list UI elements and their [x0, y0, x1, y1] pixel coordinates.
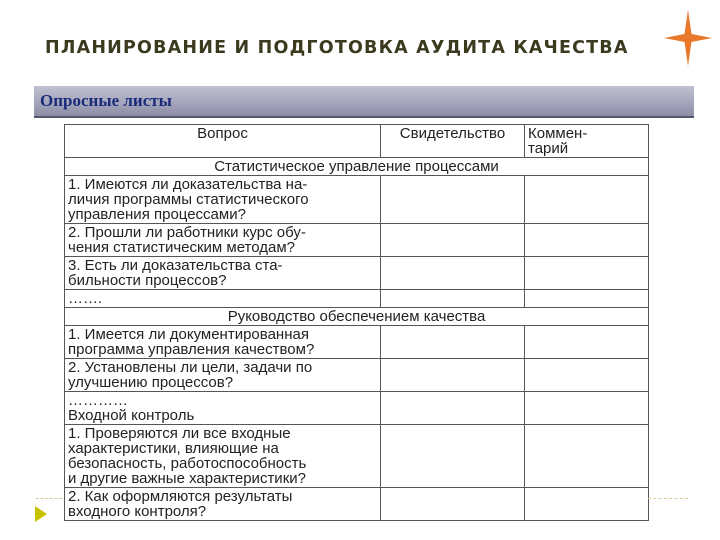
question-cell: 1. Проверяются ли все входные характеристики, влияющие на безопасность, работоспособность и другие важные характеристики?	[65, 425, 381, 488]
question-cell: 2. Как оформляются результаты входного контроля?	[65, 488, 381, 521]
comment-cell[interactable]	[525, 176, 649, 224]
table-row	[65, 392, 649, 425]
evidence-cell[interactable]	[381, 224, 525, 257]
subtitle: Опросные листы	[40, 91, 172, 110]
evidence-cell[interactable]	[381, 326, 525, 359]
survey-table	[64, 124, 649, 521]
question-cell: 1. Имеются ли доказательства на- личия программы статистического управления процессами?	[65, 176, 381, 224]
comment-cell[interactable]	[525, 359, 649, 392]
comment-cell[interactable]	[525, 290, 649, 308]
triangle-bullet-icon	[35, 506, 47, 522]
evidence-cell[interactable]	[381, 176, 525, 224]
section-title: Статистическое управление процессами	[65, 158, 649, 176]
evidence-cell[interactable]	[381, 290, 525, 308]
table-row	[65, 290, 649, 308]
section-title: Руководство обеспечением качества	[65, 308, 649, 326]
evidence-cell[interactable]	[381, 257, 525, 290]
four-point-star-icon	[664, 10, 712, 66]
question-cell: 2. Прошли ли работники курс обу- чения статистическим методам?	[65, 224, 381, 257]
table-row	[65, 326, 649, 359]
comment-cell[interactable]	[525, 425, 649, 488]
evidence-cell[interactable]	[381, 359, 525, 392]
footer-divider-left	[36, 498, 62, 499]
table-header-row	[65, 125, 649, 158]
table-row	[65, 488, 649, 521]
evidence-cell[interactable]	[381, 392, 525, 425]
subtitle-bar	[34, 86, 694, 118]
question-cell: 1. Имеется ли документированная программа управления качеством?	[65, 326, 381, 359]
comment-cell[interactable]	[525, 488, 649, 521]
comment-cell[interactable]	[525, 392, 649, 425]
question-cell: …….	[65, 290, 381, 308]
comment-cell[interactable]	[525, 257, 649, 290]
footer-divider-right	[648, 498, 688, 499]
header-question: Вопрос	[65, 125, 381, 158]
page-title: ПЛАНИРОВАНИЕ И ПОДГОТОВКА АУДИТА КАЧЕСТВА	[45, 38, 629, 58]
header-comment: Коммен- тарий	[525, 125, 649, 158]
table-row	[65, 257, 649, 290]
table-row	[65, 425, 649, 488]
evidence-cell[interactable]	[381, 425, 525, 488]
table-row	[65, 359, 649, 392]
question-cell: 2. Установлены ли цели, задачи по улучшению процессов?	[65, 359, 381, 392]
evidence-cell[interactable]	[381, 488, 525, 521]
table-body	[65, 158, 649, 521]
table-row	[65, 176, 649, 224]
section-row	[65, 158, 649, 176]
comment-cell[interactable]	[525, 326, 649, 359]
question-cell: ………… Входной контроль	[65, 392, 381, 425]
table-row	[65, 224, 649, 257]
header-evidence: Свидетельство	[381, 125, 525, 158]
question-cell: 3. Есть ли доказательства ста- бильности процессов?	[65, 257, 381, 290]
section-row	[65, 308, 649, 326]
comment-cell[interactable]	[525, 224, 649, 257]
